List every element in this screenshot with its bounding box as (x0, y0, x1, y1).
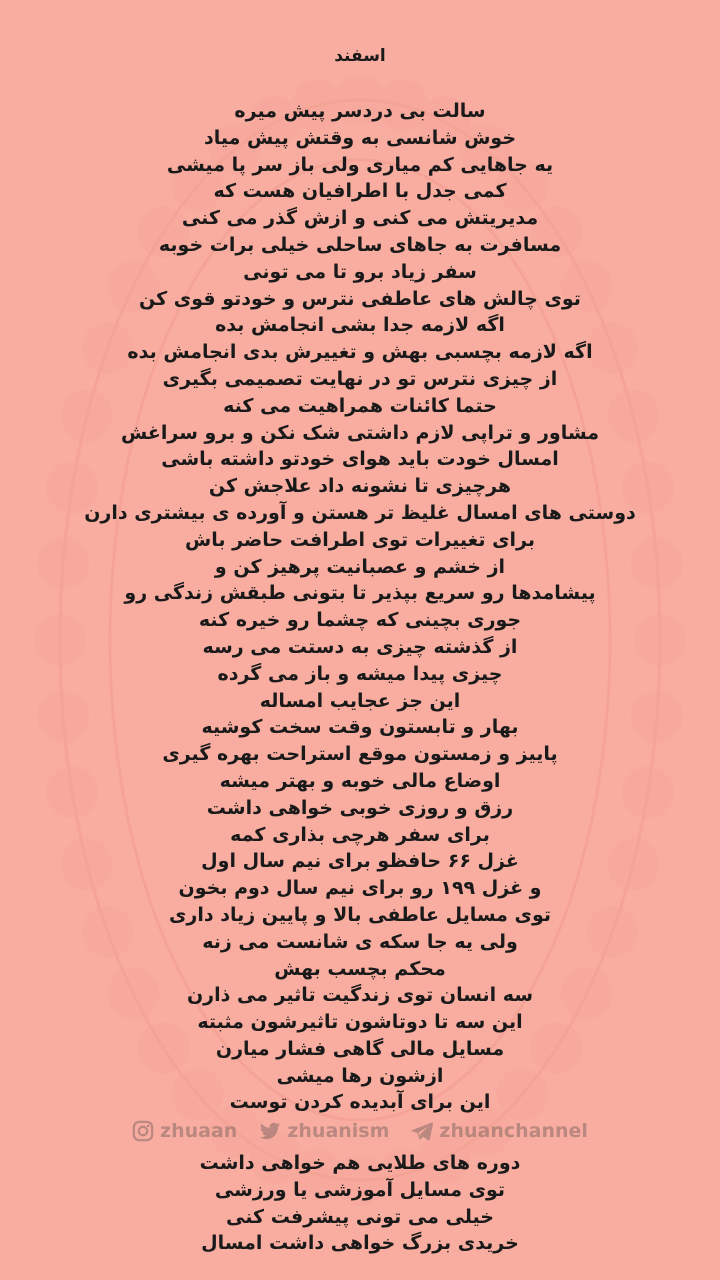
text-line: اگه لازمه جدا بشی انجامش بده (215, 314, 505, 337)
text-line: از گذشته چیزی به دستت می رسه (202, 635, 518, 658)
text-line: سفر زیاد برو تا می تونی (243, 260, 477, 283)
telegram-icon (411, 1120, 433, 1142)
text-line: ازشون رها میشی (276, 1064, 444, 1087)
text-line: از خشم و عصبانیت پرهیز کن و (214, 555, 506, 578)
text-line: این سه تا دوتاشون تاثیرشون مثبته (197, 1011, 523, 1034)
text-line: رزق و روزی خوبی خواهی داشت (206, 796, 514, 819)
text-line: مدیریتش می کنی و ازش گذر می کنی (181, 207, 539, 230)
watermark-telegram-handle: zhuanchannel (439, 1120, 588, 1142)
text-line: یه جاهایی کم میاری ولی باز سر پا میشی (166, 153, 554, 176)
watermark (0, 1116, 720, 1146)
text-line: چیزی پیدا میشه و باز می گرده (217, 662, 503, 685)
text-line: پاییز و زمستون موقع استراحت بهره گیری (162, 743, 558, 766)
text-line: بهار و تابستون وقت سخت کوشیه (201, 716, 519, 739)
text-line: این جز عجایب امساله (259, 689, 461, 712)
text-line: حتما کائنات همراهیت می کنه (223, 394, 497, 417)
text-line: خریدی بزرگ خواهی داشت امسال (201, 1232, 519, 1255)
text-line: محکم بچسب بهش (274, 957, 446, 980)
text-line: توی مسایل آموزشی یا ورزشی (214, 1178, 506, 1201)
page-title: اسفند (334, 46, 386, 66)
text-line: اگه لازمه بچسبی بهش و تغییرش بدی انجامش بده (127, 341, 593, 364)
text-line: توی مسایل عاطفی بالا و پایین زیاد داری (168, 903, 552, 926)
text-line: هرچیزی تا نشونه داد علاجش کن (208, 475, 512, 498)
watermark-twitter (259, 1120, 389, 1142)
text-line: سه انسان توی زندگیت تاثیر می ذارن (186, 984, 534, 1007)
text-line: از چیزی نترس تو در نهایت تصمیمی بگیری (162, 367, 558, 390)
watermark-instagram (132, 1120, 237, 1142)
text-line: سالت بی دردسر پیش میره (234, 100, 486, 122)
text-line: دوستی های امسال غلیظ تر هستن و آورده ی بیشتری دارن (84, 501, 636, 524)
twitter-icon (259, 1120, 281, 1142)
watermark-telegram (411, 1120, 588, 1142)
text-line: ولی یه جا سکه ی شانست می زنه (202, 930, 518, 953)
text-line: برای تغییرات توی اطرافت حاضر باش (185, 528, 535, 551)
text-line: جوری بچینی که چشما رو خیره کنه (198, 609, 522, 632)
text-line: مشاور و تراپی لازم داشتی شک نکن و برو سراغش (121, 421, 599, 444)
text-line: و غزل ۱۹۹ رو برای نیم سال دوم بخون (178, 877, 542, 900)
text-line: خیلی می تونی پیشرفت کنی (226, 1205, 494, 1228)
watermark-twitter-handle: zhuanism (287, 1120, 390, 1142)
text-line: امسال خودت باید هوای خودتو داشته باشی (161, 448, 559, 471)
text-line: مسافرت به جاهای ساحلی خیلی برات خوبه (158, 233, 562, 256)
text-line: دوره های طلایی هم خواهی داشت (199, 1152, 521, 1174)
text-line: غزل ۶۶ حافظو برای نیم سال اول (201, 850, 519, 873)
text-line: برای سفر هرچی بذاری کمه (230, 823, 490, 846)
text-line: توی چالش های عاطفی نترس و خودتو قوی کن (139, 287, 581, 310)
watermark-instagram-handle: zhuaan (160, 1120, 238, 1142)
text-line: مسایل مالی گاهی فشار میارن (215, 1037, 505, 1060)
text-line: اوضاع مالی خوبه و بهتر میشه (219, 769, 501, 792)
text-body (0, 98, 720, 1116)
instagram-icon (132, 1120, 154, 1142)
text-line: کمی جدل با اطرافیان هست که (213, 180, 507, 203)
text-line: خوش شانسی به وقتش پیش میاد (203, 126, 517, 149)
text-line: پیشامدها رو سریع بپذیر تا بتونی طبقش زندگی رو (124, 582, 596, 605)
text-body-tail (0, 1150, 720, 1257)
text-line: این برای آبدیده کردن توست (229, 1091, 491, 1114)
